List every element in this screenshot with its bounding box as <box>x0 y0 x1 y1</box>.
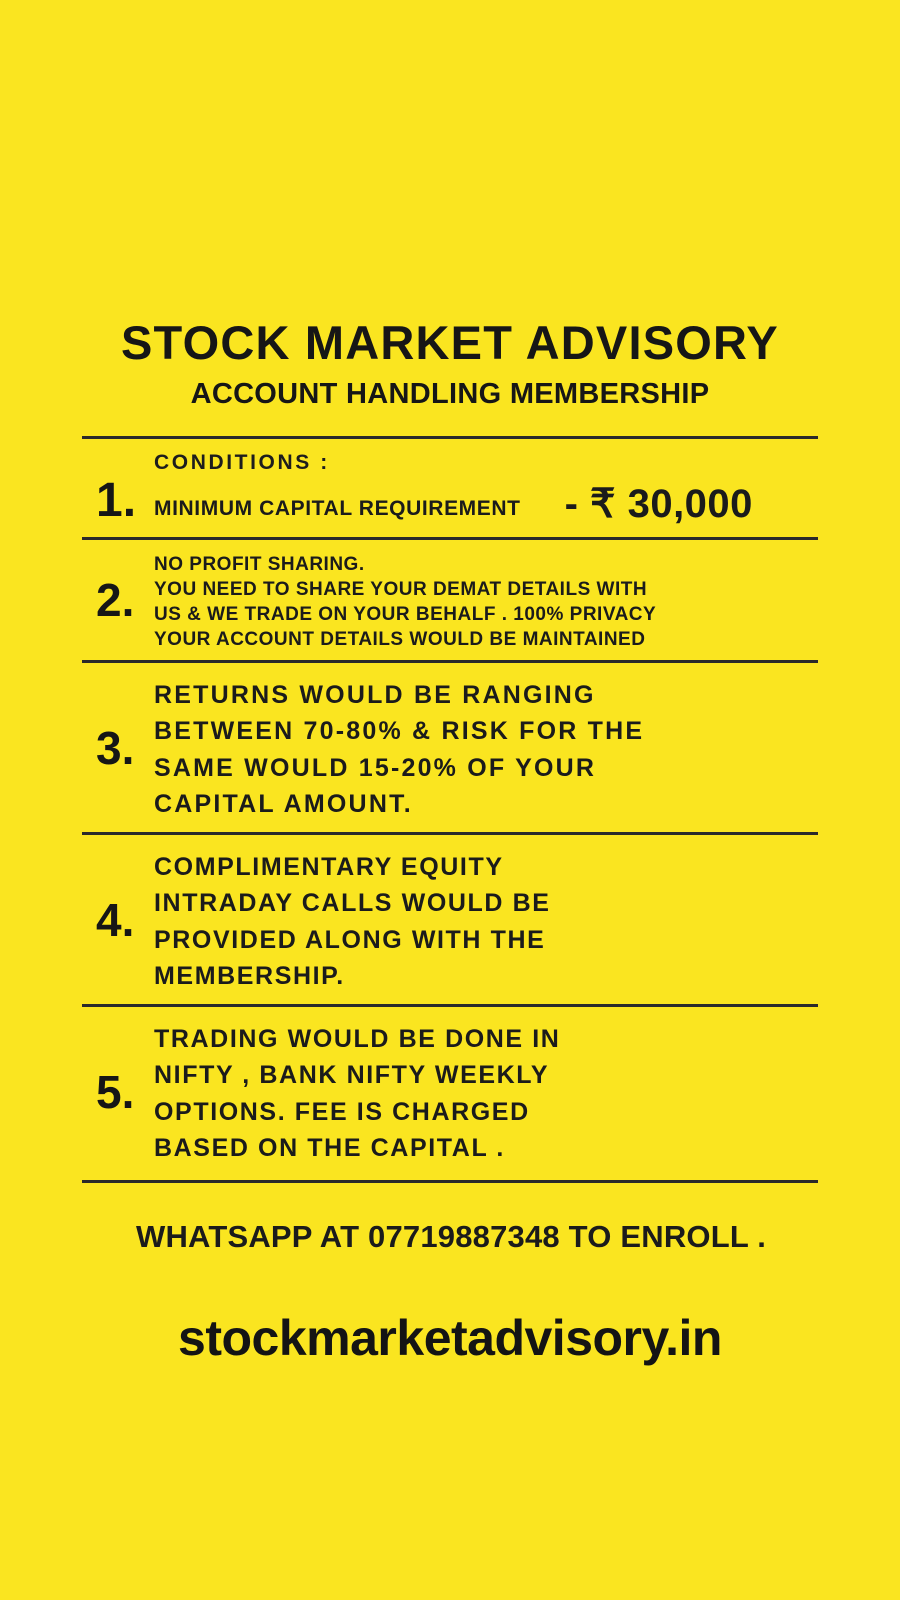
condition-line: YOU NEED TO SHARE YOUR DEMAT DETAILS WITH <box>154 578 648 600</box>
website-url[interactable]: stockmarketadvisory.in <box>178 1309 722 1366</box>
condition-line: YOUR ACCOUNT DETAILS WOULD BE MAINTAINED <box>154 629 646 651</box>
condition-line: SAME WOULD 15-20% OF YOUR <box>154 753 597 782</box>
condition-line: RETURNS WOULD BE RANGING <box>154 681 596 710</box>
condition-number-4: 4. <box>96 893 135 946</box>
condition-number-1: 1. <box>96 473 137 527</box>
condition-row-2 <box>82 540 818 663</box>
condition-amount-1: - ₹ 30,000 <box>564 481 753 526</box>
condition-line: CAPITAL AMOUNT. <box>154 789 413 818</box>
condition-line: TRADING WOULD BE DONE IN <box>154 1025 561 1054</box>
page-title: STOCK MARKET ADVISORY <box>120 316 779 369</box>
condition-number-2: 2. <box>96 573 135 626</box>
page-subtitle: ACCOUNT HANDLING MEMBERSHIP <box>190 378 710 411</box>
condition-row-1 <box>82 475 818 540</box>
condition-text-3 <box>154 673 818 822</box>
condition-line: NIFTY , BANK NIFTY WEEKLY <box>154 1061 550 1090</box>
conditions-label: CONDITIONS : <box>154 450 330 474</box>
condition-line: OPTIONS. FEE IS CHARGED <box>154 1097 530 1126</box>
condition-text-2 <box>154 548 818 652</box>
condition-text-5 <box>154 1017 818 1166</box>
condition-number-5: 5. <box>96 1065 135 1118</box>
condition-line: NO PROFIT SHARING. <box>154 553 365 575</box>
conditions-section <box>82 436 818 1183</box>
condition-line: PROVIDED ALONG WITH THE <box>154 925 546 954</box>
condition-line: INTRADAY CALLS WOULD BE <box>154 889 551 918</box>
condition-row-3 <box>82 663 818 835</box>
condition-text-1: MINIMUM CAPITAL REQUIREMENT <box>154 496 521 520</box>
condition-line: BASED ON THE CAPITAL . <box>154 1133 505 1162</box>
condition-row-4 <box>82 835 818 1007</box>
whatsapp-cta-text: WHATSAPP AT 07719887348 TO ENROLL . <box>136 1219 767 1255</box>
condition-line: BETWEEN 70-80% & RISK FOR THE <box>154 717 645 746</box>
condition-line: MEMBERSHIP. <box>154 961 345 990</box>
condition-row-5 <box>82 1007 818 1183</box>
condition-line: COMPLIMENTARY EQUITY <box>154 853 504 882</box>
condition-line: US & WE TRADE ON YOUR BEHALF . 100% PRIVACY <box>154 603 657 625</box>
condition-text-4 <box>154 845 818 994</box>
condition-number-3: 3. <box>96 721 135 774</box>
poster-header <box>0 0 900 410</box>
